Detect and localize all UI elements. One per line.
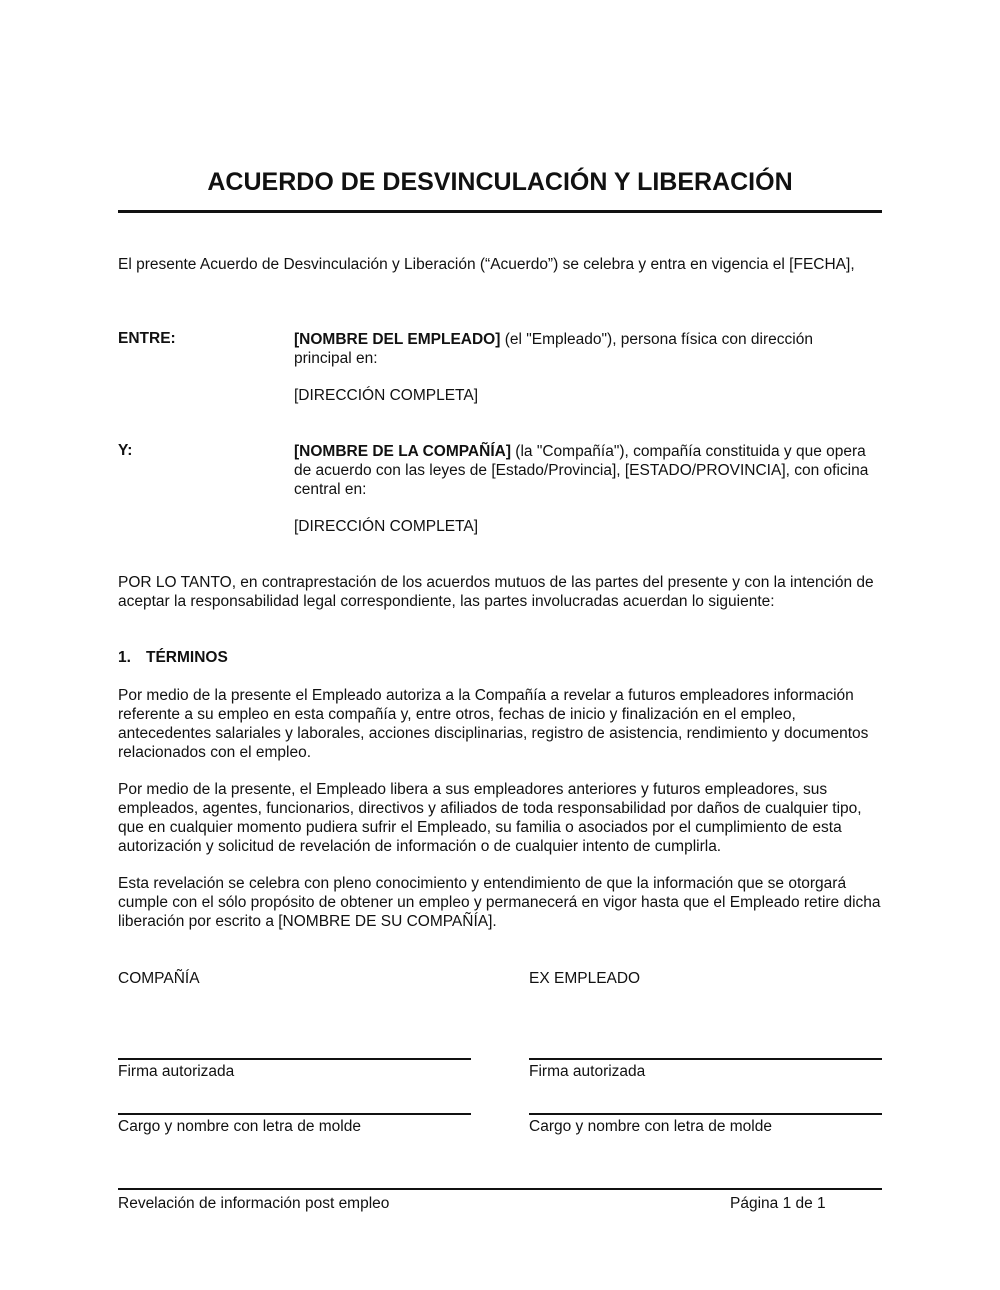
footer-document-name: Revelación de información post empleo	[118, 1195, 390, 1212]
party-company	[294, 442, 874, 499]
printed-name-line[interactable]	[529, 1113, 882, 1115]
footer-divider	[118, 1188, 882, 1190]
section-title: TÉRMINOS	[146, 649, 228, 666]
intro-paragraph: El presente Acuerdo de Desvinculación y Liberación (“Acuerdo”) se celebra y entra en vigencia el [FECHA],	[118, 256, 855, 273]
signature-party-company: COMPAÑÍA	[118, 970, 200, 987]
section-heading-terminos	[118, 649, 882, 667]
printed-name-label: Cargo y nombre con letra de molde	[529, 1118, 772, 1135]
employee-name-placeholder: [NOMBRE DEL EMPLEADO]	[294, 331, 501, 348]
signature-block-company	[118, 967, 471, 1136]
party-label-y: Y:	[118, 442, 133, 459]
company-name-placeholder: [NOMBRE DE LA COMPAÑÍA]	[294, 443, 511, 460]
title-divider	[118, 210, 882, 213]
printed-name-label: Cargo y nombre con letra de molde	[118, 1118, 361, 1135]
signature-party-employee: EX EMPLEADO	[529, 970, 641, 987]
printed-name-line[interactable]	[118, 1113, 471, 1115]
signature-label: Firma autorizada	[118, 1063, 235, 1080]
party-employee	[294, 330, 874, 368]
signature-line[interactable]	[529, 1058, 882, 1060]
footer-page-number: Página 1 de 1	[730, 1195, 826, 1212]
company-description: (la "Compañía"), compañía constituida y que opera de acuerdo con las leyes de [Estado/Provincia], [ESTADO/PROVINCIA], con oficina central en:	[294, 443, 869, 498]
signature-line[interactable]	[118, 1058, 471, 1060]
party-label-entre: ENTRE:	[118, 330, 176, 347]
terms-paragraph-3: Esta revelación se celebra con pleno conocimiento y entendimiento de que la información que se otorgará cumple con el sólo propósito de obtener un empleo y permanecerá en vigor hasta que el Empleado retire dicha liberación por escrito a [NOMBRE DE SU COMPAÑÍA].	[118, 875, 881, 930]
document-title: ACUERDO DE DESVINCULACIÓN Y LIBERACIÓN	[207, 168, 793, 196]
terms-paragraph-1: Por medio de la presente el Empleado autoriza a la Compañía a revelar a futuros empleadores información referente a su empleo en esta compañía y, entre otros, fechas de inicio y finalización en el empleo, antecedentes salariales y laborales, acciones disciplinarias, registro de asistencia, rendimiento y documentos relacionados con el empleo.	[118, 687, 869, 761]
employee-description: (el "Empleado"), persona física con dirección principal en:	[294, 331, 813, 367]
signature-block-employee	[529, 967, 882, 1136]
whereas-paragraph: POR LO TANTO, en contraprestación de los acuerdos mutuos de las partes del presente y con la intención de aceptar la responsabilidad legal correspondiente, las partes involucradas acuerdan lo siguiente:	[118, 574, 874, 610]
signature-label: Firma autorizada	[529, 1063, 646, 1080]
terms-paragraph-2: Por medio de la presente, el Empleado libera a sus empleadores anteriores y futuros empleadores, sus empleados, agentes, funcionarios, directivos y afiliados de toda responsabilidad por daños de cualquier tipo, que en cualquier momento pudiera sufrir el Empleado, su familia o asociados por el cumplimiento de esta autorización y solicitud de revelación de información o de cualquier intento de cumplirla.	[118, 781, 862, 855]
employee-address: [DIRECCIÓN COMPLETA]	[294, 387, 479, 404]
section-number: 1.	[118, 649, 131, 666]
company-address: [DIRECCIÓN COMPLETA]	[294, 518, 479, 535]
